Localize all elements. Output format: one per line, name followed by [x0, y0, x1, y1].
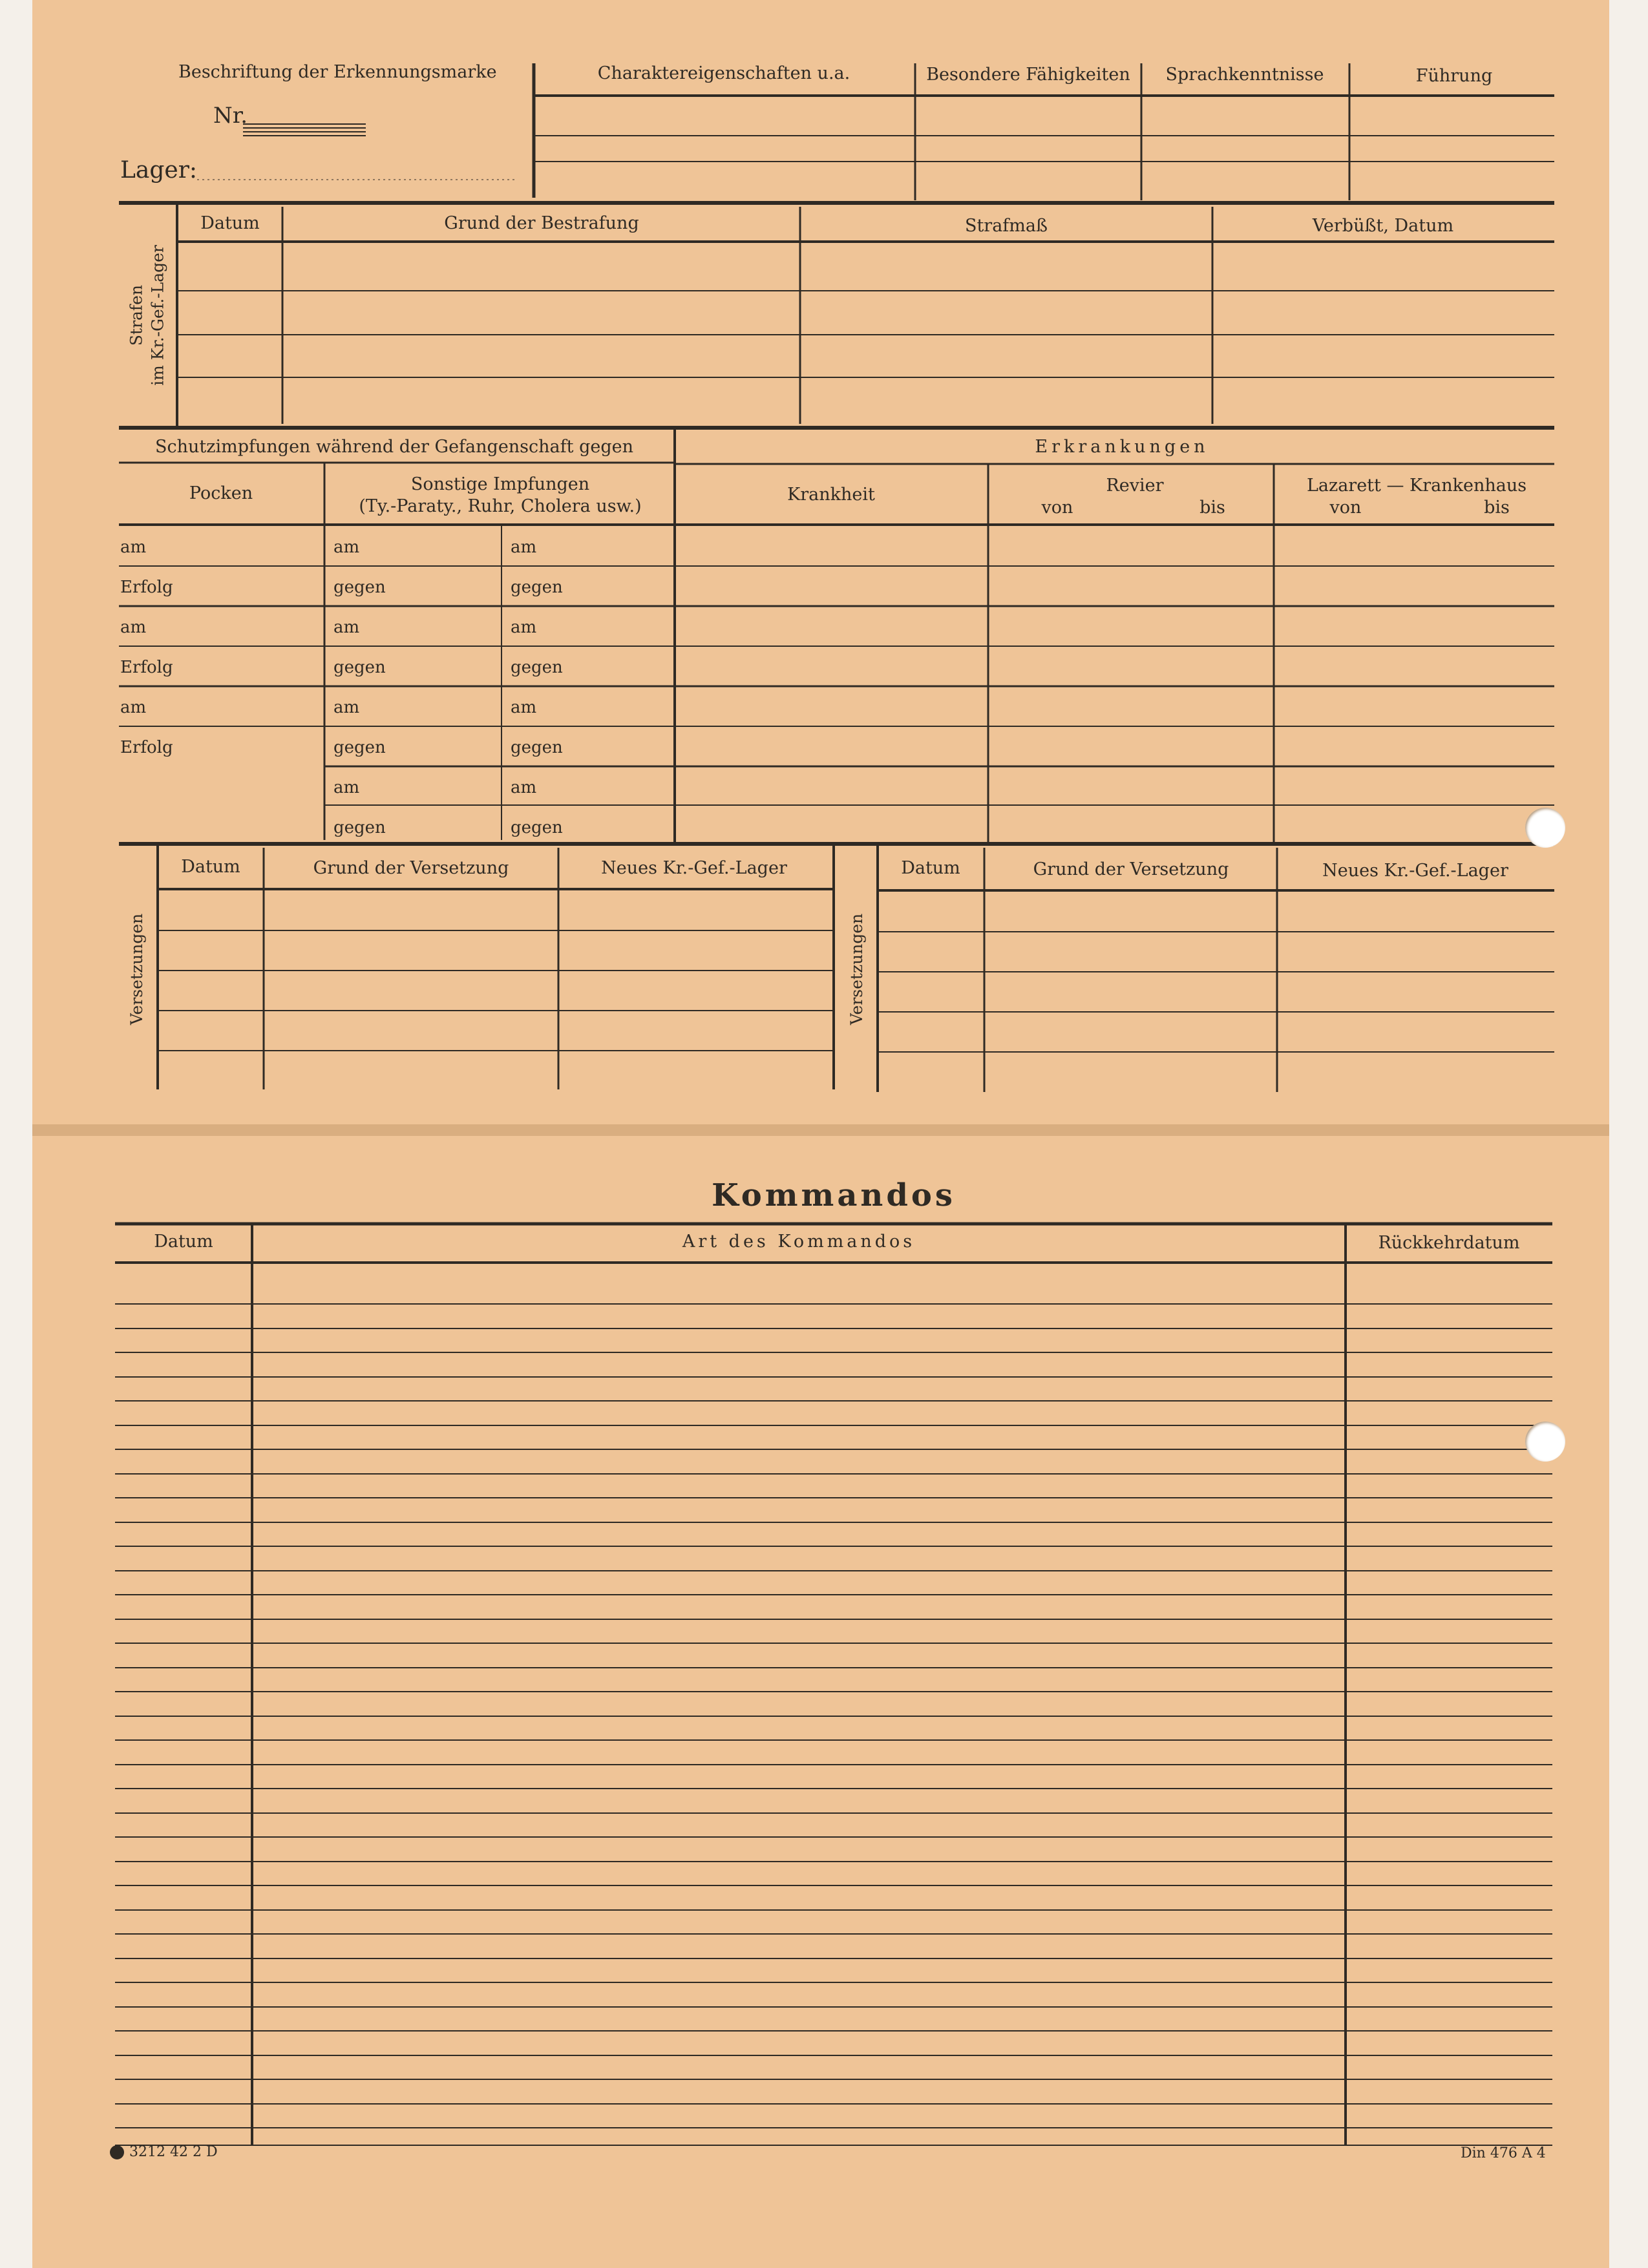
vacc-title: Schutzimpfungen während der Gefangenschaft gegen: [155, 437, 633, 457]
illness-disease: Krankheit: [787, 485, 875, 505]
vacc-cell-b: am: [511, 778, 537, 797]
transfers-side-label-left: Versetzungen: [127, 913, 146, 1025]
illness-hospital-from: von: [1329, 498, 1362, 518]
transfers-side-label-right: Versetzungen: [847, 913, 866, 1025]
vacc-other-sub: (Ty.-Paraty., Ruhr, Cholera usw.): [359, 496, 642, 516]
kommandos-title: Kommandos: [712, 1177, 956, 1213]
vacc-cell-b: am: [511, 618, 537, 637]
pun-col-date: Datum: [200, 213, 260, 233]
vacc-cell-pocken: am: [120, 698, 147, 717]
kom-col-date: Datum: [154, 1232, 213, 1252]
vacc-cell-b: gegen: [511, 578, 563, 597]
tag-label: Beschriftung der Erkennungsmarke: [178, 62, 497, 82]
col-languages: Sprachkenntnisse: [1165, 65, 1324, 85]
illness-revier-from: von: [1041, 498, 1073, 518]
vacc-cell-a: am: [333, 698, 360, 717]
pun-col-reason: Grund der Bestrafung: [444, 213, 639, 233]
print-code: 3212 42 2 D: [110, 2145, 218, 2159]
nr-label: Nr.: [213, 103, 248, 129]
kom-col-return: Rückkehrdatum: [1378, 1233, 1520, 1253]
vacc-cell-a: gegen: [333, 658, 386, 677]
col-abilities: Besondere Fähigkeiten: [926, 65, 1130, 85]
kom-col-kind: Art des Kommandos: [682, 1232, 916, 1252]
vacc-cell-a: gegen: [333, 578, 386, 597]
tr-left-date: Datum: [181, 857, 240, 877]
illness-hospital: Lazarett — Krankenhaus: [1306, 476, 1527, 496]
punishments-side-label: Strafen im Kr.-Gef.-Lager: [127, 245, 167, 386]
illness-revier-to: bis: [1199, 498, 1225, 518]
pun-col-penalty: Strafmaß: [964, 216, 1048, 236]
illness-revier: Revier: [1106, 476, 1164, 496]
printer-mark-icon: [110, 2145, 124, 2159]
tr-right-reason: Grund der Versetzung: [1033, 859, 1229, 879]
vacc-cell-pocken: Erfolg: [120, 578, 173, 597]
col-character: Charaktereigenschaften u.a.: [597, 63, 850, 83]
illness-hospital-to: bis: [1484, 498, 1510, 518]
vacc-cell-a: gegen: [333, 738, 386, 757]
vacc-cell-b: am: [511, 538, 537, 557]
vacc-cell-b: gegen: [511, 658, 563, 677]
vacc-cell-b: am: [511, 698, 537, 717]
vacc-cell-b: gegen: [511, 818, 563, 837]
punch-hole-top: [1525, 808, 1565, 848]
vacc-smallpox: Pocken: [189, 483, 253, 503]
camp-label: Lager:: [120, 157, 198, 184]
tr-left-camp: Neues Kr.-Gef.-Lager: [601, 858, 787, 878]
vacc-cell-a: am: [333, 778, 360, 797]
vacc-cell-a: gegen: [333, 818, 386, 837]
tr-right-camp: Neues Kr.-Gef.-Lager: [1322, 861, 1508, 881]
punch-hole-bottom: [1525, 1422, 1565, 1462]
vacc-other: Sonstige Impfungen: [410, 474, 590, 494]
vacc-cell-b: gegen: [511, 738, 563, 757]
vacc-cell-pocken: am: [120, 538, 147, 557]
tr-right-date: Datum: [901, 858, 960, 878]
vacc-cell-pocken: Erfolg: [120, 738, 173, 757]
vacc-cell-pocken: Erfolg: [120, 658, 173, 677]
vacc-cell-a: am: [333, 618, 360, 637]
din-label: Din 476 A 4: [1461, 2145, 1546, 2161]
tr-left-reason: Grund der Versetzung: [313, 858, 509, 878]
pun-col-served: Verbüßt, Datum: [1312, 216, 1454, 236]
vacc-cell-pocken: am: [120, 618, 147, 637]
col-conduct: Führung: [1415, 66, 1493, 86]
illness-title: Erkrankungen: [1035, 437, 1209, 457]
vacc-cell-a: am: [333, 538, 360, 557]
